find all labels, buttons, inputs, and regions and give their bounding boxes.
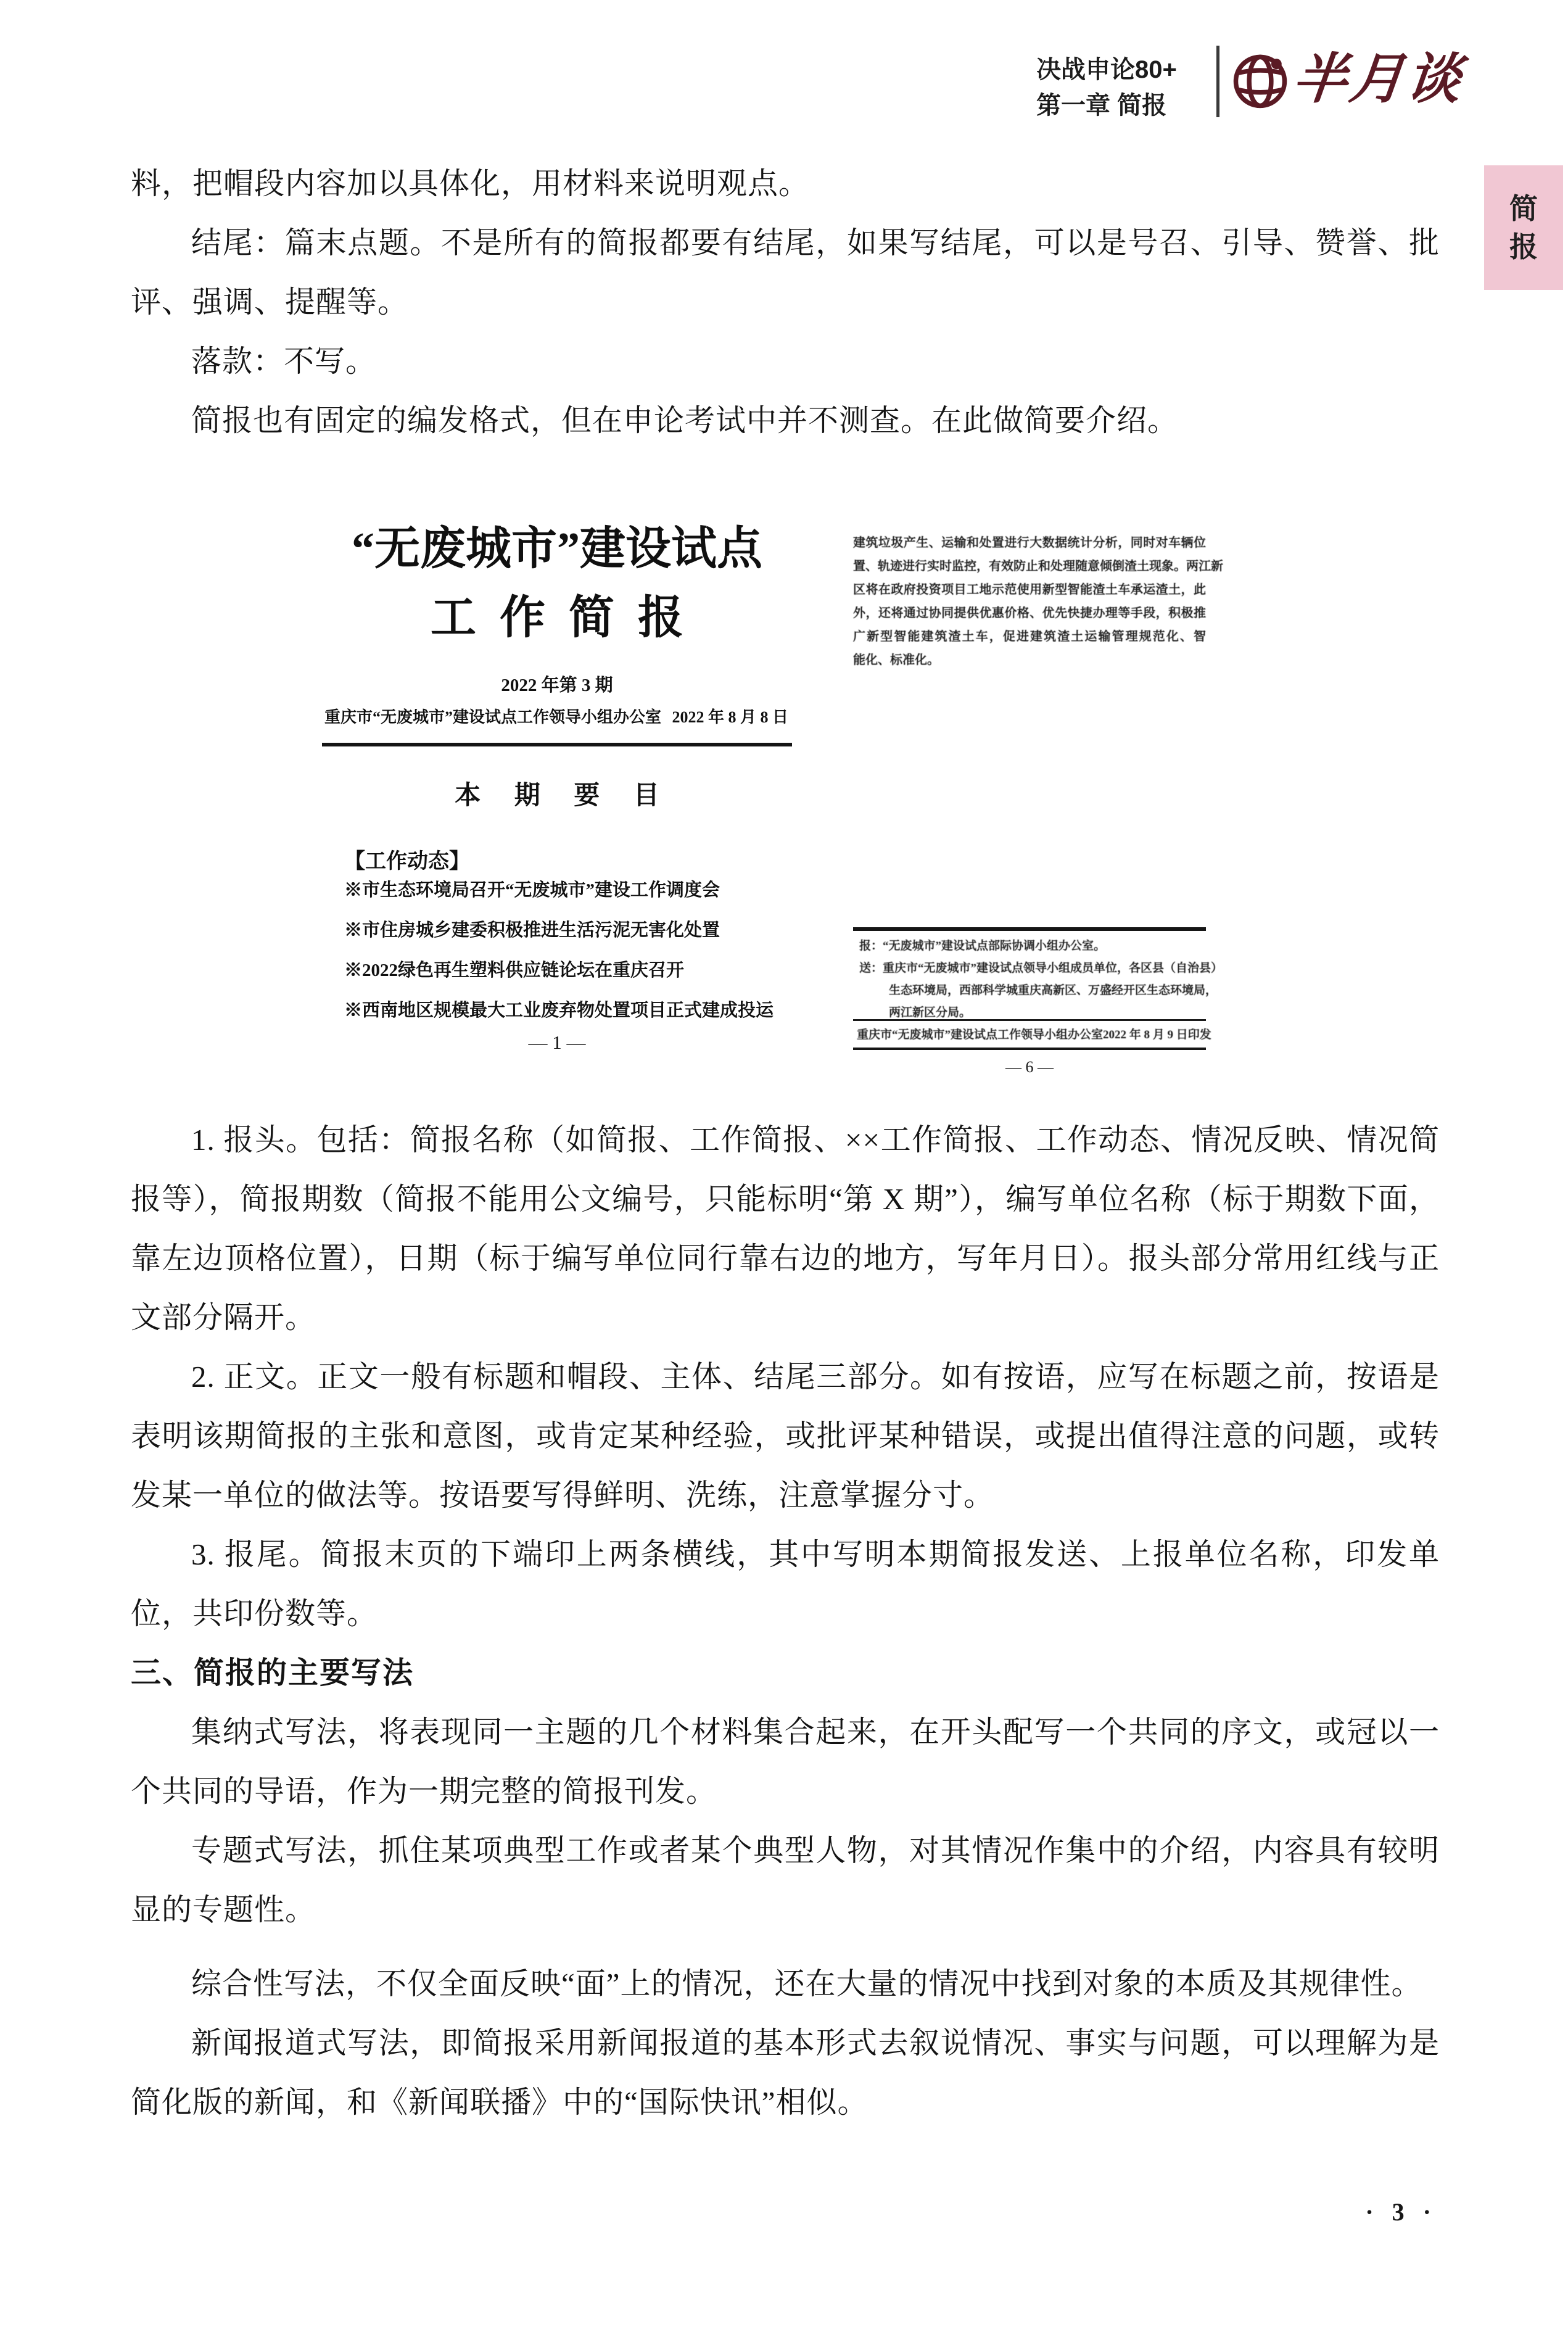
bulletin-right-body xyxy=(853,532,1223,673)
brand-name: 半月谈 xyxy=(1289,50,1467,110)
bulletin-issuer: 重庆市“无废城市”建设试点工作领导小组办公室 xyxy=(324,708,662,726)
right-body-line: 建筑垃圾产生、运输和处置进行大数据统计分析，同时对车辆位 xyxy=(853,536,1206,550)
paragraph-baowei: 3. 报尾。简报末页的下端印上两条横线，其中写明本期简报发送、上报单位名称，印发单位，共印份数等。 xyxy=(131,1537,1440,1631)
chapter-side-tab xyxy=(1484,165,1563,290)
header-series: 决战申论80+ xyxy=(1036,56,1177,83)
globe-icon xyxy=(1231,50,1289,110)
footer-rule-top xyxy=(853,927,1206,931)
contents-title: 本 期 要 目 xyxy=(455,782,673,810)
bulletin-masthead-subtitle: 工作简报 xyxy=(431,593,707,643)
side-tab-char-2: 报 xyxy=(1509,231,1538,263)
masthead-rule xyxy=(322,743,792,746)
paragraph-luokuan: 落款：不写。 xyxy=(191,344,377,378)
distribution-song-line: 两江新区分局。 xyxy=(889,1006,972,1019)
contents-item: ※市住房城乡建委积极推进生活污泥无害化处置 xyxy=(344,920,720,940)
right-body-line: 能化、标准化。 xyxy=(853,653,939,667)
contents-section-label: 【工作动态】 xyxy=(344,850,470,873)
right-body-line: 外，还将通过协同提供优惠价格、优先快捷办理等手段，积极推 xyxy=(853,606,1206,620)
main-content xyxy=(131,154,1440,2132)
brand-logo xyxy=(1231,49,1467,111)
paragraph-method-zonghe: 综合性写法，不仅全面反映“面”上的情况，还在大量的情况中找到对象的本质及其规律性。 xyxy=(191,1967,1422,2001)
bulletin-page-1-number: — 1 — xyxy=(528,1031,586,1053)
side-tab-char-1: 简 xyxy=(1509,192,1538,225)
contents-item: ※西南地区规模最大工业废弃物处置项目正式建成投运 xyxy=(344,1001,774,1020)
imprint-row xyxy=(857,1025,1211,1042)
distribution-song-line: 生态环境局，西部科学城重庆高新区、万盛经开区生态环境局， xyxy=(889,984,1218,997)
contents-item: ※市生态环境局召开“无废城市”建设工作调度会 xyxy=(344,880,720,900)
right-body-line: 区将在政府投资项目工地示范使用新型智能渣土车承运渣土，此 xyxy=(853,583,1206,597)
distribution-bao-line: 报：“无废城市”建设试点部际协调小组办公室。 xyxy=(859,940,1106,953)
page-header xyxy=(1036,52,1177,123)
bulletin-page-6-number: — 6 — xyxy=(1005,1058,1054,1076)
paragraph-format-intro: 简报也有固定的编发格式，但在申论考试中并不测查。在此做简要介绍。 xyxy=(191,403,1179,437)
section-heading: 三、简报的主要写法 xyxy=(131,1656,415,1690)
footer-rule-bottom xyxy=(853,1048,1206,1050)
page-number: · 3 · xyxy=(1365,2198,1437,2226)
header-divider xyxy=(1216,46,1219,117)
paragraph-zhengwen: 2. 正文。正文一般有标题和帽段、主体、结尾三部分。如有按语，应写在标题之前，按语是表明该期简报的主张和意图，或肯定某种经验，或批评某种错误，或提出值得注意的问题，或转发某一单位的做法等。按语要写得鲜明、洗练，注意掌握分寸。 xyxy=(131,1360,1440,1512)
right-body-line: 广新型智能建筑渣土车，促进建筑渣土运输管理规范化、智 xyxy=(853,630,1206,643)
imprint-date: 2022 年 8 月 9 日印发 xyxy=(1103,1028,1211,1041)
bulletin-scan-figure xyxy=(131,469,1440,1110)
paragraph-baotou: 1. 报头。包括：简报名称（如简报、工作简报、××工作简报、工作动态、情况反映、情况简报等），简报期数（简报不能用公文编号，只能标明“第 X 期”），编写单位名称（标于期数下面，靠左边顶格位置），日期（标于编写单位同行靠右边的地方，写年月日）。报头部分常用红线与正文部分隔开。 xyxy=(131,1123,1440,1334)
paragraph-jiewei: 结尾：篇末点题。不是所有的简报都要有结尾，如果写结尾，可以是号召、引导、赞誉、批评、强调、提醒等。 xyxy=(131,226,1440,319)
bulletin-issuer-line xyxy=(324,705,788,727)
paragraph-continuation: 料，把帽段内容加以具体化，用材料来说明观点。 xyxy=(131,167,810,200)
footer-rule-middle xyxy=(853,1019,1206,1021)
paragraph-method-zhuanti: 专题式写法，抓住某项典型工作或者某个典型人物，对其情况作集中的介绍，内容具有较明显的专题性。 xyxy=(131,1833,1440,1927)
bulletin-masthead-title: “无废城市”建设试点 xyxy=(352,524,762,574)
paragraph-method-xinwen: 新闻报道式写法，即简报采用新闻报道的基本形式去叙说情况、事实与问题，可以理解为是简化版的新闻，和《新闻联播》中的“国际快讯”相似。 xyxy=(131,2026,1440,2119)
bulletin-issue-number: 2022 年第 3 期 xyxy=(501,676,613,695)
distribution-song-line: 送：重庆市“无废城市”建设试点领导小组成员单位，各区县（自治县） xyxy=(859,962,1223,975)
paragraph-method-jina: 集纳式写法，将表现同一主题的几个材料集合起来，在开头配写一个共同的序文，或冠以一个共同的导语，作为一期完整的简报刊发。 xyxy=(131,1715,1440,1808)
header-chapter: 第一章 简报 xyxy=(1036,92,1167,119)
right-body-line: 置、轨迹进行实时监控，有效防止和处理随意倾倒渣土现象。两江新 xyxy=(853,560,1223,573)
contents-item: ※2022绿色再生塑料供应链论坛在重庆召开 xyxy=(344,961,685,980)
bulletin-date: 2022 年 8 月 8 日 xyxy=(672,708,788,726)
bulletin-right-page xyxy=(853,469,1223,1092)
imprint-issuer: 重庆市“无废城市”建设试点工作领导小组办公室 xyxy=(857,1028,1104,1041)
bulletin-left-page xyxy=(322,469,792,1086)
